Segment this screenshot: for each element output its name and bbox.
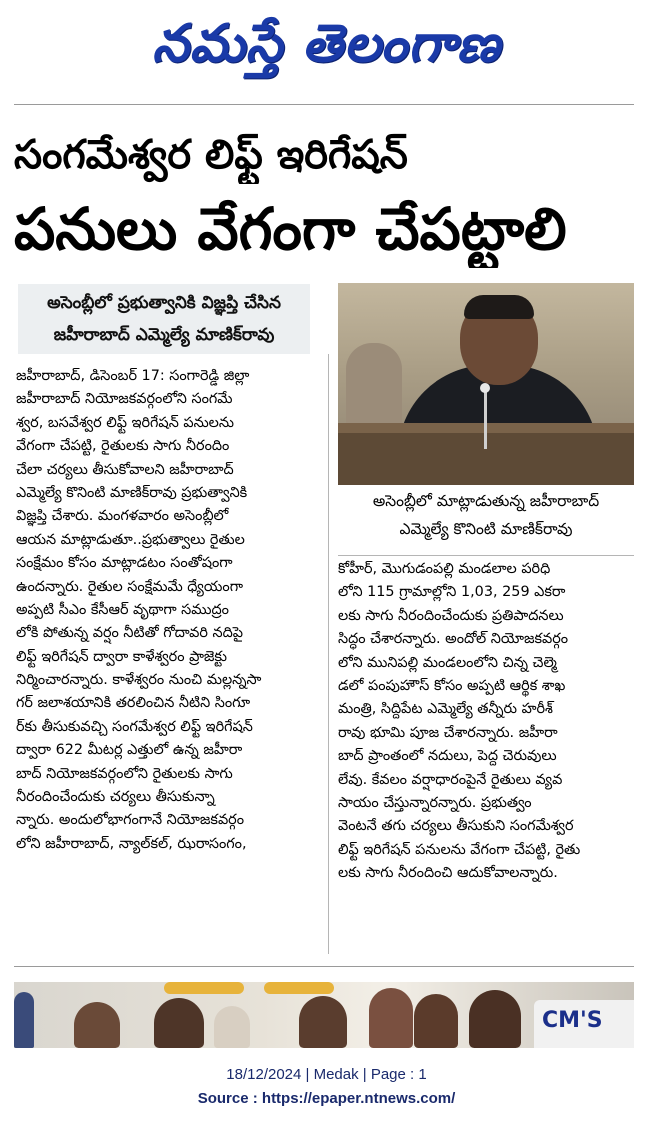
article-line: వేగంగా చేపట్టి, రైతులకు సాగు నీరందిం	[16, 438, 230, 455]
article-line: ర్‌కు తీసుకువచ్చి సంగమేశ్వర లిఫ్ట్ ఇరిగేషన్	[16, 718, 253, 735]
person-figure	[414, 994, 458, 1048]
article-line: సాయం చేస్తున్నారన్నారు. ప్రభుత్వం	[338, 794, 532, 811]
caption-line-1: అసెంబ్లీలో మాట్లాడుతున్న జహీరాబాద్	[372, 492, 600, 510]
column-divider	[328, 354, 329, 954]
article-line: లకు సాగు నీరందించి ఆదుకోవాలన్నారు.	[338, 865, 558, 882]
person-figure	[369, 988, 413, 1048]
article-line: బాద్ ప్రాంతంలో నదులు, పెద్ద చెరువులు	[338, 748, 557, 765]
article-line: మంత్రి, సిద్దిపేట ఎమ్మెల్యే తన్నీరు హరీశ్	[338, 701, 553, 718]
background-figure	[346, 343, 402, 433]
headline-line-1: సంగమేశ్వర లిఫ్ట్ ఇరిగేషన్	[14, 132, 408, 178]
flower-garland	[164, 982, 244, 994]
subheadline-line-1: అసెంబ్లీలో ప్రభుత్వానికి విజ్ఞప్తి చేసిన	[47, 293, 281, 313]
article-line: ఆయన మాట్లాడుతూ..ప్రభుత్వాలు రైతుల	[16, 531, 245, 548]
article-line: బాద్ నియోజకవర్గంలోని రైతులకు సాగు	[16, 765, 233, 782]
caption-line-2: ఎమ్మెల్యే కొనింటి మాణిక్‌రావు	[399, 520, 573, 538]
article-left-column	[16, 365, 322, 856]
person-figure	[14, 992, 34, 1048]
article-line: లిఫ్ట్ ఇరిగేషన్ ద్వారా కాళేశ్వరం ప్రాజెక్టు	[16, 648, 227, 665]
source-link[interactable]: Source : https://epaper.ntnews.com/	[197, 1090, 456, 1107]
article-line: రావు భూమి పూజ చేశారన్నారు. జహీరా	[338, 724, 558, 741]
masthead	[0, 0, 653, 100]
article-line: జహీరాబాద్ నియోజకవర్గంలోని సంగమే	[16, 391, 233, 408]
article-line: లిఫ్ట్ ఇరిగేషన్ పనులను వేగంగా చేపట్టి, రైతు	[338, 841, 581, 858]
article-line: శ్వర, బసవేశ్వర లిఫ్ట్ ఇరిగేషన్ పనులను	[16, 414, 234, 431]
person-hair	[464, 295, 534, 319]
article-line: ఉందన్నారు. రైతుల సంక్షేమమే ధ్యేయంగా	[16, 578, 243, 595]
article-line: జహీరాబాద్, డిసెంబర్ 17: సంగారెడ్డి జిల్లా	[16, 368, 250, 384]
photo-caption	[338, 487, 634, 549]
article-line: లోని జహీరాబాద్, న్యాల్‌కల్, ఝరాసంగం,	[16, 835, 247, 852]
person-figure	[74, 1002, 120, 1048]
article-line: ఎమ్మెల్యే కొనింటి మాణిక్‌రావు ప్రభుత్వానికి	[16, 484, 248, 501]
masthead-divider	[14, 104, 634, 105]
person-figure	[299, 996, 347, 1048]
banner-text: CM'S	[542, 1008, 603, 1033]
event-photo-strip	[14, 982, 634, 1048]
person-figure	[469, 990, 521, 1048]
article-line: న్నారు. అందులోభాగంగానే నియోజకవర్గం	[16, 812, 245, 829]
edition-meta: 18/12/2024 | Medak | Page : 1	[226, 1066, 427, 1083]
caption-divider	[338, 555, 634, 556]
article-line: లోని 115 గ్రామాల్లోని 1,03, 259 ఎకరా	[338, 584, 566, 601]
article-line: సిద్ధం చేశారన్నారు. అందోల్ నియోజకవర్గం	[338, 631, 569, 648]
person-figure	[214, 1006, 250, 1048]
article-line: కోహీర్, మొగుడంపల్లి మండలాల పరిధి	[338, 561, 551, 577]
article-line: ద్వారా 622 మీటర్ల ఎత్తులో ఉన్న జహీరా	[16, 742, 243, 759]
headline-line-2: పనులు వేగంగా చేపట్టాలి	[14, 195, 567, 263]
person-figure	[154, 998, 204, 1048]
article-line: వెంటనే తగు చర్యలు తీసుకుని సంగమేశ్వర	[338, 818, 574, 835]
article-bottom-divider	[14, 966, 634, 967]
mla-photo	[338, 283, 634, 485]
microphone-icon	[480, 383, 490, 393]
article-line: లోని మునిపల్లి మండలంలోని చిన్న చెల్మె	[338, 654, 557, 671]
microphone-stem	[484, 389, 487, 449]
article-line: అప్పటి సీఎం కేసీఆర్ వృథాగా సముద్రం	[16, 601, 229, 618]
article-line: లకు సాగు నీరందించేందుకు ప్రతిపాదనలు	[338, 607, 564, 624]
article-line: విజ్ఞప్తి చేశారు. మంగళవారం అసెంబ్లీలో	[16, 508, 229, 525]
article-line: లేవు. కేవలం వర్షాధారంపైనే రైతులు వ్యవ	[338, 771, 563, 788]
article-line: డలో పంపుహౌస్ కోసం అప్పటి ఆర్థిక శాఖ	[338, 677, 566, 694]
article-line: సంక్షేమం కోసం మాట్లాడటం సంతోషంగా	[16, 555, 233, 572]
article-line: నిర్మించారన్నారు. కాళేశ్వరం నుంచి మల్లన్నసా	[16, 672, 262, 689]
article-line: గర్ జలాశయానికి తరలించిన నీటిని సింగూ	[16, 695, 251, 712]
subheadline-box	[18, 284, 310, 354]
article-line: లోకి పోతున్న వర్షం నీటితో గోదావరి నదిపై	[16, 625, 244, 642]
article-right-column	[338, 558, 634, 885]
article-line: చేలా చర్యలు తీసుకోవాలని జహీరాబాద్	[16, 461, 234, 478]
flower-garland	[264, 982, 334, 994]
article-line: నీరందించేందుకు చర్యలు తీసుకున్నా	[16, 789, 215, 806]
subheadline-line-2: జహీరాబాద్ ఎమ్మెల్యే మాణిక్‌రావు	[53, 325, 275, 345]
newspaper-logo: నమస్తే తెలంగాణ	[152, 13, 501, 74]
